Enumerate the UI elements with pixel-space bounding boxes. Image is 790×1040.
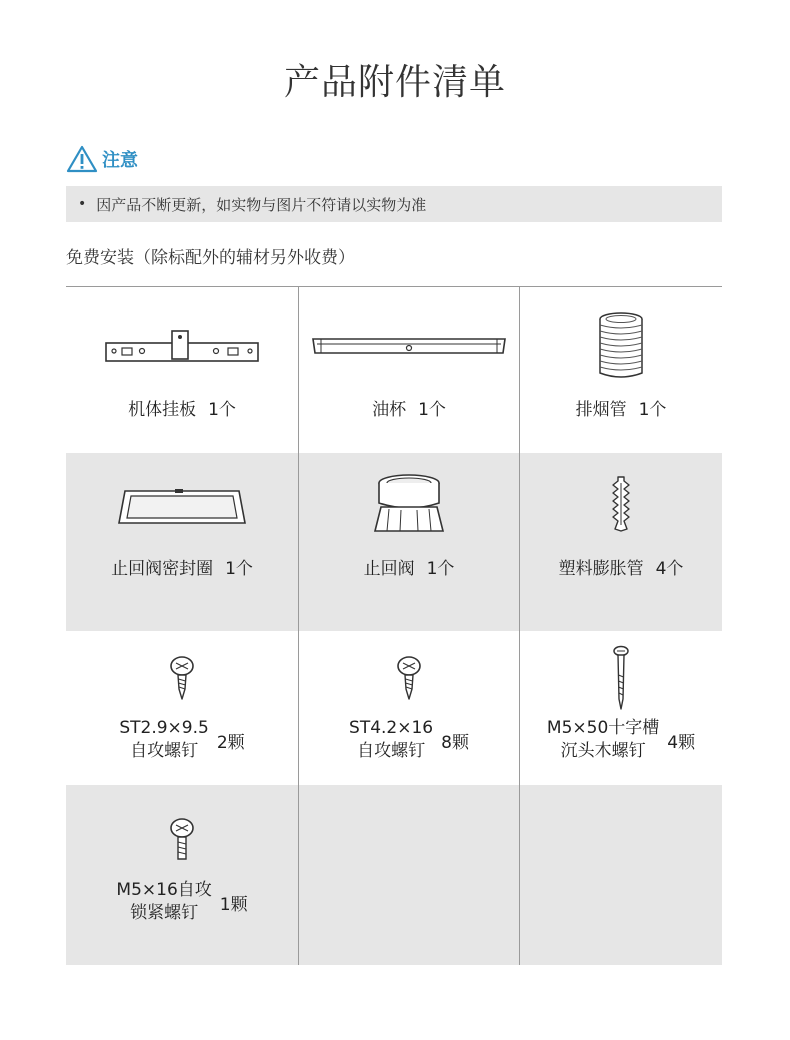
item-name-line1: ST2.9×9.5 bbox=[119, 718, 209, 738]
self-tapping-screw-icon bbox=[299, 655, 519, 701]
exhaust-pipe-icon bbox=[520, 311, 722, 381]
grid-cell bbox=[299, 453, 520, 631]
item-qty: 4颗 bbox=[667, 732, 696, 753]
item-name bbox=[349, 717, 433, 763]
item-name: 塑料膨胀管 bbox=[558, 559, 644, 579]
item-label bbox=[520, 395, 722, 420]
item-qty: 2颗 bbox=[216, 732, 245, 753]
item-name: 止回阀 bbox=[363, 559, 415, 579]
item-name: 排烟管 bbox=[575, 400, 627, 420]
item-name bbox=[116, 879, 211, 925]
grid-cell bbox=[66, 453, 299, 631]
item-label bbox=[66, 395, 298, 420]
notice-bullet: • bbox=[78, 196, 87, 212]
item-name-line1: M5×16自攻 bbox=[116, 880, 212, 900]
item-qty: 1个 bbox=[208, 400, 236, 420]
wood-screw-icon bbox=[520, 645, 722, 711]
grid-cell bbox=[66, 631, 299, 785]
item-name: 机体挂板 bbox=[128, 400, 197, 420]
item-qty: 1个 bbox=[426, 559, 455, 579]
item-label bbox=[66, 879, 298, 925]
item-qty: 8颗 bbox=[441, 732, 469, 753]
grid-cell bbox=[299, 631, 520, 785]
item-name-line1: ST4.2×16 bbox=[349, 718, 434, 738]
item-qty: 4个 bbox=[655, 559, 684, 579]
oil-cup-icon bbox=[299, 335, 519, 359]
item-name-line2: 自攻螺钉 bbox=[130, 741, 199, 761]
item-name-line1: M5×50十字槽 bbox=[546, 718, 660, 738]
plastic-anchor-icon bbox=[520, 475, 722, 533]
item-label bbox=[299, 717, 519, 763]
mounting-plate-icon bbox=[66, 329, 298, 363]
install-note: 免费安装（除标配外的辅材另外收费） bbox=[66, 248, 355, 268]
grid-row bbox=[66, 287, 722, 453]
check-valve-seal-icon bbox=[66, 489, 298, 527]
caution-label: 注意 bbox=[102, 150, 138, 171]
item-label bbox=[520, 717, 722, 763]
self-tapping-screw-icon bbox=[66, 655, 298, 701]
item-qty: 1颗 bbox=[219, 894, 248, 915]
notice-bar bbox=[66, 186, 722, 222]
grid-cell bbox=[66, 287, 299, 453]
item-label bbox=[66, 554, 298, 579]
grid-row bbox=[66, 453, 722, 631]
item-name: 油杯 bbox=[372, 400, 407, 420]
warning-triangle-icon bbox=[66, 145, 98, 173]
item-label bbox=[299, 554, 519, 579]
item-label bbox=[299, 395, 519, 420]
accessory-grid bbox=[66, 286, 722, 965]
grid-cell bbox=[520, 453, 722, 631]
item-qty: 1个 bbox=[418, 400, 446, 420]
locking-screw-icon bbox=[66, 817, 298, 863]
grid-cell bbox=[66, 785, 299, 965]
item-qty: 1个 bbox=[225, 559, 253, 579]
notice-text: 因产品不断更新，如实物与图片不符请以实物为准 bbox=[96, 195, 427, 214]
grid-row bbox=[66, 785, 722, 965]
grid-cell bbox=[299, 287, 520, 453]
item-name-line2: 沉头木螺钉 bbox=[560, 741, 646, 761]
item-label bbox=[66, 717, 298, 763]
item-qty: 1个 bbox=[638, 400, 667, 420]
item-name-line2: 自攻螺钉 bbox=[357, 741, 426, 761]
caution-header bbox=[66, 143, 138, 175]
check-valve-icon bbox=[299, 473, 519, 535]
item-name: 止回阀密封圈 bbox=[111, 559, 214, 579]
grid-cell bbox=[520, 785, 722, 965]
item-name bbox=[547, 717, 659, 763]
item-name-line2: 锁紧螺钉 bbox=[130, 903, 199, 923]
grid-cell bbox=[520, 631, 722, 785]
item-label bbox=[520, 554, 722, 579]
page-title: 产品附件清单 bbox=[283, 62, 506, 103]
grid-cell bbox=[299, 785, 520, 965]
grid-cell bbox=[520, 287, 722, 453]
item-name bbox=[119, 717, 209, 763]
grid-row bbox=[66, 631, 722, 785]
